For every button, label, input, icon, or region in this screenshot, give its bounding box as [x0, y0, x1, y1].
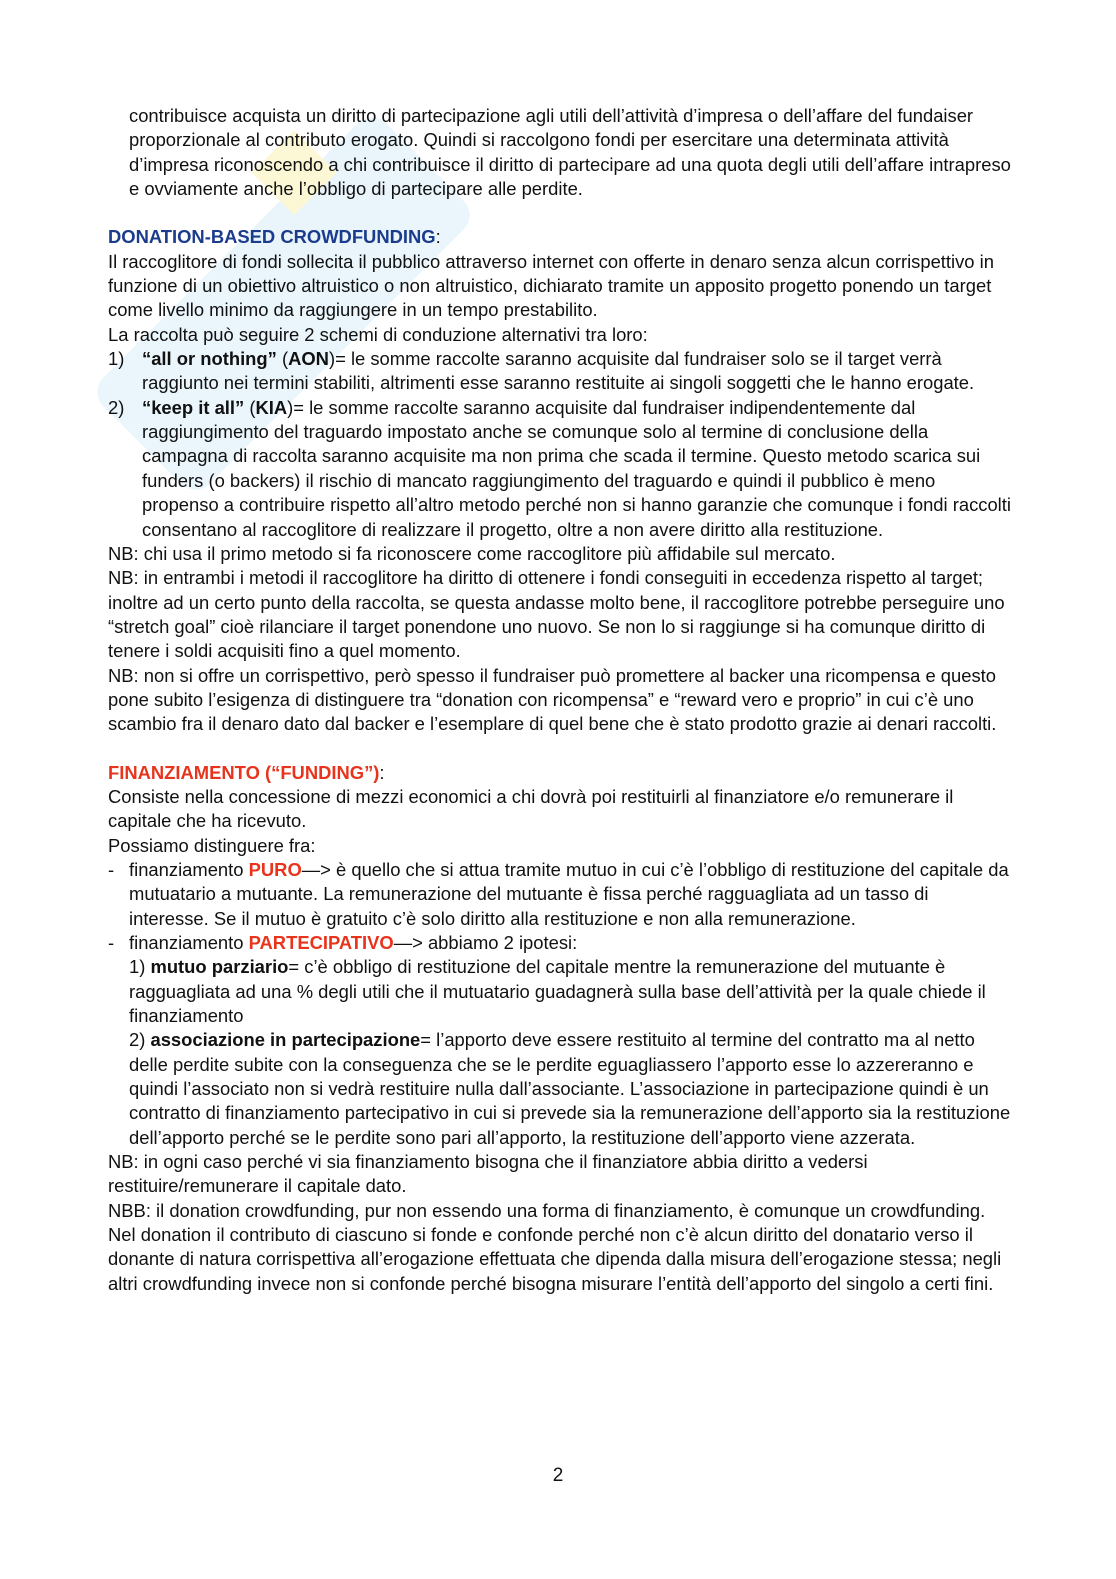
- intro-paragraph: contribuisce acquista un diritto di partecipazione agli utili dell’attività d’impresa o dell’affare del fundaiser proporzionale al contributo erogato. Quindi si raccolgono fondi per esercitare una determinata attività d’impresa riconoscendo a chi contribuisce il diritto di partecipare ad una quota degli utili dell’affare intrapreso e ovviamente anche l’obbligo di partecipare alle perdite.: [129, 105, 1011, 200]
- document-page: [108, 104, 1013, 1296]
- donation-nb-1: NB: chi usa il primo metodo si fa riconoscere come raccoglitore più affidabile sul mercato.: [108, 542, 836, 564]
- donation-heading-line: DONATION-BASED CROWDFUNDING:: [108, 226, 441, 248]
- funding-nbb: NBB: il donation crowdfunding, pur non essendo una forma di finanziamento, è comunque un crowdfunding. Nel donation il contributo di ciascuno si fonde e confonde perché non c’è alcun diritto del donatario verso il donante di natura corrispettiva all’erogazione effettuata che dipenda dalla misura dell’erogazione stessa; negli altri crowdfunding invece non si confonde perché bisogna misurare l’entità dell’apporto del singolo a certi fini.: [108, 1199, 1002, 1294]
- funding-heading: FINANZIAMENTO (“FUNDING”): [108, 761, 380, 783]
- donation-nb-2: NB: in entrambi i metodi il raccoglitore ha diritto di ottenere i fondi conseguiti in eccedenza rispetto al target; inoltre ad un certo punto della raccolta, se questa andasse molto bene, il raccoglitore potrebbe perseguire uno “stretch goal” cioè rilanciare il target ponendone uno nuovo. Se non lo si raggiunge si ha comunque diritto di tenere i soldi acquisiti fino a quel momento.: [108, 567, 1005, 662]
- donation-heading: DONATION-BASED CROWDFUNDING: [108, 226, 436, 248]
- list-item-kia: 2) “keep it all” (KIA)= le somme raccolte saranno acquisite dal fundraiser indipendentemente dal raggiungimento del traguardo impostato anche se comunque solo al termine di conclusione della campagna di raccolta saranno acquisite ma non prima che scada il termine. Questo metodo scarica sui funders (o backers) il rischio di mancato raggiungimento del traguardo e quindi il pubblico è meno propenso a contribuire rispetto all’altro metodo perché non si hanno garanzie che comunque i fondi raccolti consentano al raccoglitore di realizzare il progetto, oltre a non avere diritto alla restituzione.: [108, 396, 1011, 540]
- funding-paragraph-1: Consiste nella concessione di mezzi economici a chi dovrà poi restituirli al finanziatore e/o remunerare il capitale che ha ricevuto.: [108, 785, 954, 832]
- funding-nb: NB: in ogni caso perché vi sia finanziamento bisogna che il finanziatore abbia diritto a vedersi restituire/remunerare il capitale dato.: [108, 1151, 868, 1197]
- sub-item-mutuo-parziario: 1) mutuo parziario= c’è obbligo di restituzione del capitale mentre la remunerazione del mutuante è ragguagliata ad una % degli utili che il mutuatario guadagnerà sulla base dell’attività per la quale chiede il finanziamento: [129, 956, 986, 1027]
- bullet-puro: - finanziamento PURO—> è quello che si attua tramite mutuo in cui c’è l’obbligo di restituzione del capitale da mutuatario a mutuante. La remunerazione del mutuante è fissa perché ragguagliata ad un tasso di interesse. Se il mutuo è gratuito c’è solo diritto alla restituzione e non alla remunerazione.: [108, 858, 1009, 929]
- funding-paragraph-2: Possiamo distinguere fra:: [108, 834, 316, 856]
- donation-paragraph-1: Il raccoglitore di fondi sollecita il pubblico attraverso internet con offerte in denaro senza alcun corrispettivo in funzione di un obiettivo altruistico o non altruistico, dichiarato tramite un apposito progetto ponendo un target come livello minimo da raggiungere in un tempo prestabilito.: [108, 250, 994, 321]
- donation-paragraph-2: La raccolta può seguire 2 schemi di conduzione alternativi tra loro:: [108, 323, 648, 345]
- bullet-partecipativo: - finanziamento PARTECIPATIVO—> abbiamo 2 ipotesi: 1) mutuo parziario= c’è obbligo di restituzione del capitale mentre la remunerazione del mutuante è ragguagliata ad una % degli utili che il mutuatario guadagnerà sulla base dell’attività per la quale chiede il finanziamento 2) associazione in partecipazione= l’apporto deve essere restituito al termine del contratto ma al netto delle perdite subite con la conseguenza che se le perdite eguagliassero l’apporto esse lo azzereranno e quindi l’associato non si vedrà restituire nulla dall’associante. L’associazione in partecipazione quindi è un contratto di finanziamento partecipativo in cui si prevede sia la remunerazione dell’apporto sia la restituzione dell’apporto perché se le perdite sono pari all’apporto, la restituzione dell’apporto viene azzerata.: [108, 931, 1013, 1150]
- donation-nb-3: NB: non si offre un corrispettivo, però spesso il fundraiser può promettere al backer una ricompensa e questo pone subito l’esigenza di distinguere tra “donation con ricompensa” e “reward vero e proprio” in cui c’è uno scambio fra il denaro dato dal backer e l’esemplare di quel bene che è stato prodotto grazie ai denari raccolti.: [108, 664, 997, 735]
- funding-heading-line: FINANZIAMENTO (“FUNDING”):: [108, 761, 385, 783]
- page-number: 2: [552, 1465, 564, 1486]
- sub-item-associazione: 2) associazione in partecipazione= l’apporto deve essere restituito al termine del contratto ma al netto delle perdite subite con la conseguenza che se le perdite eguagliassero l’apporto esse lo azzereranno e quindi l’associato non si vedrà restituire nulla dall’associante. L’associazione in partecipazione quindi è un contratto di finanziamento partecipativo in cui si prevede sia la remunerazione dell’apporto sia la restituzione dell’apporto perché se le perdite sono pari all’apporto, la restituzione dell’apporto viene azzerata.: [129, 1029, 1011, 1148]
- list-item-aon: 1) “all or nothing” (AON)= le somme raccolte saranno acquisite dal fundraiser solo se il target verrà raggiunto nei termini stabiliti, altrimenti esse saranno restituite ai singoli soggetti che le hanno erogate.: [108, 348, 975, 394]
